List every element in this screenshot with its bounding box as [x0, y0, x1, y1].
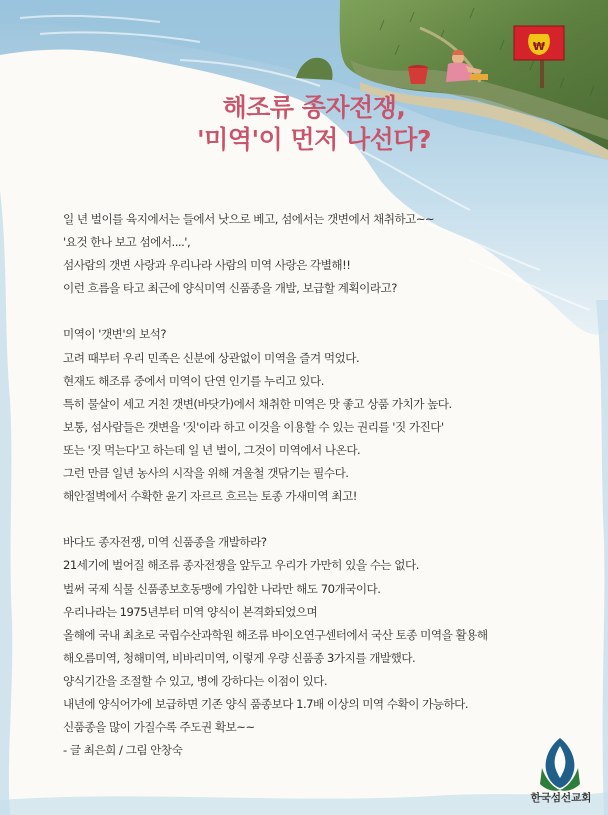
body-line: 현재도 해조류 중에서 미역이 단연 인기를 누리고 있다. — [63, 373, 324, 388]
logo-label: 한국섬선교회 — [530, 792, 592, 804]
body-line: 이런 흐름을 타고 최근에 양식미역 신품종을 개발, 보급할 계획이라고? — [63, 281, 397, 296]
body-line: 고려 때부터 우리 민족은 신분에 상관없이 미역을 즐겨 먹었다. — [63, 350, 360, 365]
bucket-icon — [408, 65, 428, 84]
title-line-2: '미역'이 먼저 나선다? — [197, 125, 431, 154]
won-symbol: ₩ — [532, 40, 546, 53]
body-line: 특히 물살이 세고 거친 갯변(바닷가)에서 채취한 미역은 맛 좋고 상품 가치가 높다. — [63, 396, 452, 411]
title-line-1: 해조류 종자전쟁, — [222, 93, 406, 122]
body-line: 내년에 양식어가에 보급하면 기존 양식 품종보다 1.7배 이상의 미역 수확이 가능하다. — [63, 696, 469, 711]
body-line: 섬사람의 갯변 사랑과 우리나라 사람의 미역 사랑은 각별해!! — [63, 258, 351, 273]
body-line: 해안절벽에서 수확한 윤기 자르르 흐르는 토종 가새미역 최고! — [63, 489, 357, 504]
article-title — [0, 92, 608, 156]
body-line: 벌써 국제 식물 신품종보호동맹에 가입한 나라만 해도 70개국이다. — [63, 581, 381, 596]
body-line: 우리나라는 1975년부터 미역 양식이 본격화되었으며 — [63, 604, 318, 619]
body-line: 신품종을 많이 가질수록 주도권 확보~~ — [63, 720, 255, 735]
body-line: 그런 만큼 일년 농사의 시작을 위해 겨울철 갯닦기는 필수다. — [63, 466, 349, 481]
body-line: 올해에 국내 최초로 국립수산과학원 해조류 바이오연구센터에서 국산 토종 미역을 활용해 — [63, 627, 488, 642]
body-line: 보통, 섬사람들은 갯변을 '짓'이라 하고 이것을 이용할 수 있는 권리를 '짓 가진다' — [63, 419, 444, 434]
body-line: 또는 '짓 먹는다'고 하는데 일 년 벌이, 그것이 미역에서 나온다. — [63, 442, 361, 457]
body-line: '요것 한나 보고 섬에서....', — [63, 235, 191, 250]
paragraph-gap — [63, 300, 583, 323]
body-line: 해오름미역, 청해미역, 비바리미역, 이렇게 우량 신품종 3가지를 개발했다. — [63, 650, 416, 665]
body-line: 21세기에 벌어질 해조류 종자전쟁을 앞두고 우리가 가만히 있을 수는 없다. — [63, 558, 419, 573]
body-line: 미역이 '갯변'의 보석? — [63, 327, 166, 342]
body-line: 바다도 종자전쟁, 미역 신품종을 개발하라? — [63, 535, 267, 550]
paragraph-gap — [63, 508, 583, 531]
body-line: 일 년 벌이를 육지에서는 들에서 낫으로 베고, 섬에서는 갯변에서 채취하고~~ — [63, 212, 435, 226]
article-body — [63, 208, 583, 762]
body-line: - 글 최은희 / 그림 안창숙 — [63, 743, 183, 758]
body-line: 양식기간을 조절할 수 있고, 병에 강하다는 이점이 있다. — [63, 673, 328, 688]
